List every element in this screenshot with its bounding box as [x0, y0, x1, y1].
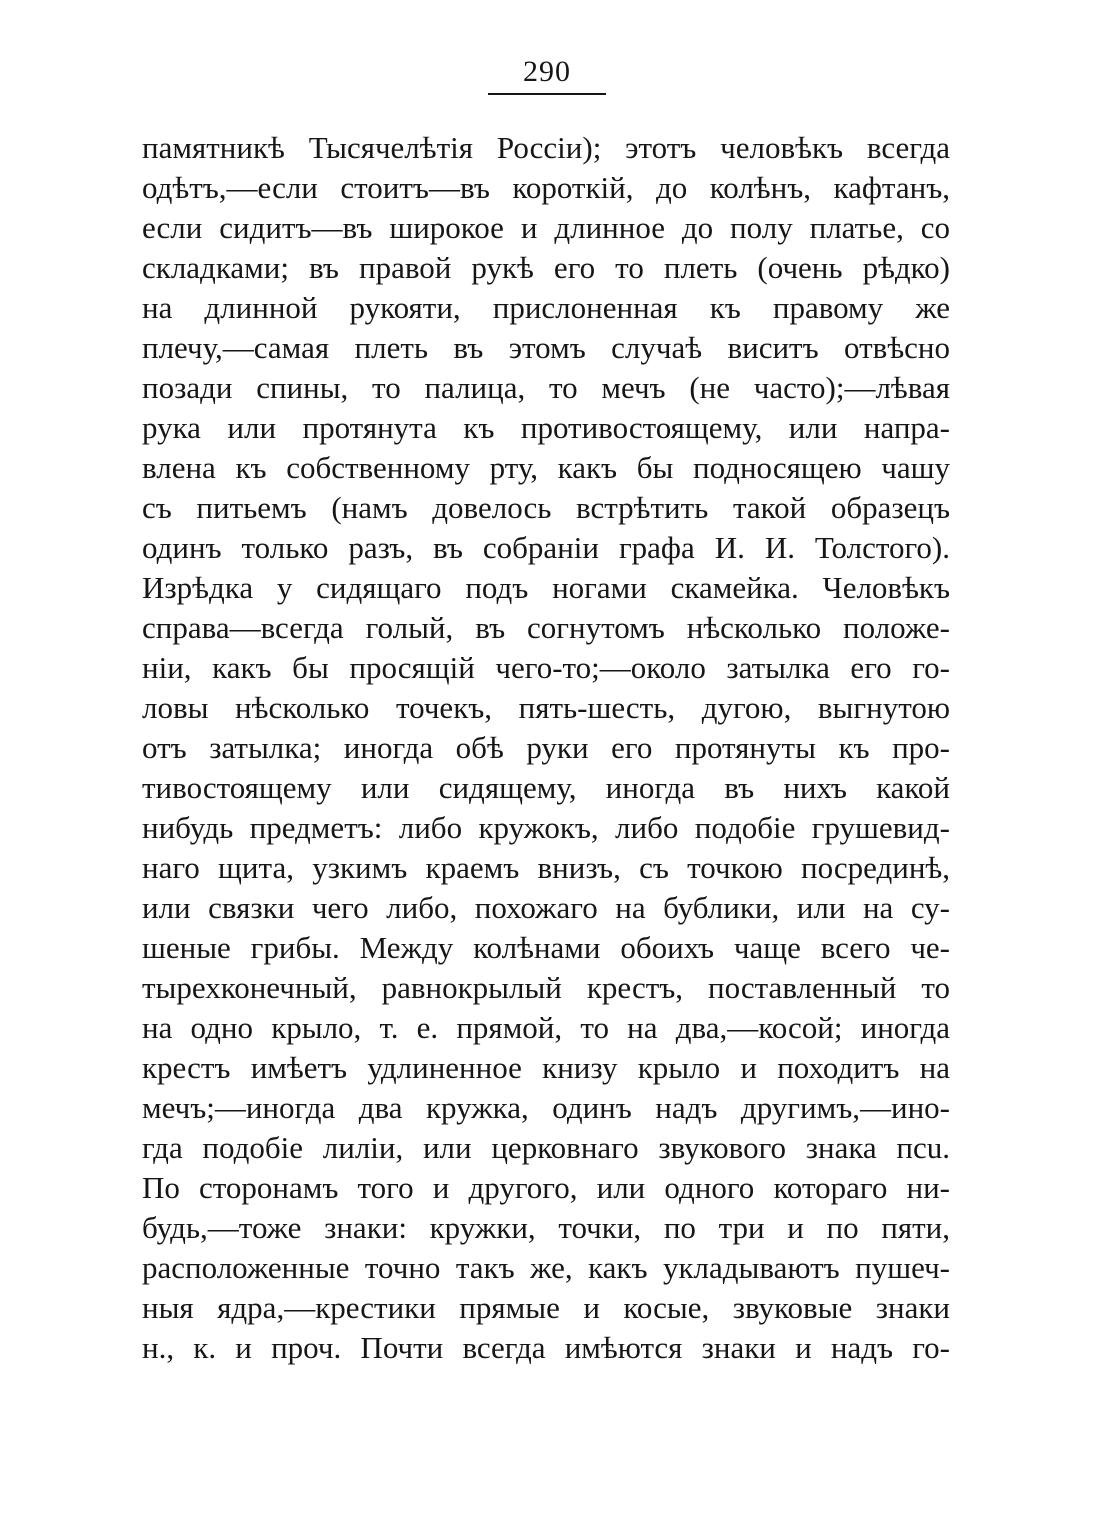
text-line: одинъ только разъ, въ собраніи графа И. И. Толстого). — [142, 530, 950, 565]
text-line: если сидитъ—въ широкое и длинное до полу платье, со — [142, 210, 950, 245]
text-line: складками; въ правой рукѣ его то плеть (очень рѣдко) — [142, 250, 950, 285]
text-line: одѣтъ,—если стоитъ—въ короткій, до колѣнъ, кафтанъ, — [142, 170, 950, 205]
text-line: позади спины, то палица, то мечъ (не часто);—лѣвая — [142, 370, 950, 405]
text-line: тырехконечный, равнокрылый крестъ, поставленный то — [142, 970, 950, 1005]
text-line: тивостоящему или сидящему, иногда въ нихъ какой — [142, 770, 950, 805]
text-line: или связки чего либо, похожаго на бублики, или на су- — [142, 890, 950, 925]
text-line: н., к. и проч. Почти всегда имѣются знаки и надъ го- — [142, 1330, 950, 1365]
text-line: По сторонамъ того и другого, или одного котораго ни- — [142, 1170, 950, 1205]
text-line: съ питьемъ (намъ довелось встрѣтить такой образецъ — [142, 490, 950, 525]
text-line: памятникѣ Тысячелѣтія Россіи); этотъ человѣкъ всегда — [142, 130, 950, 165]
text-line: будь,—тоже знаки: кружки, точки, по три и по пяти, — [142, 1210, 950, 1245]
text-line: наго щита, узкимъ краемъ внизъ, съ точкою посрединѣ, — [142, 850, 950, 885]
text-line: ніи, какъ бы просящій чего-то;—около затылка его го- — [142, 650, 950, 685]
text-line: расположенные точно такъ же, какъ укладываютъ пушеч- — [142, 1250, 950, 1285]
text-line: ловы нѣсколько точекъ, пять-шесть, дугою, выгнутою — [142, 690, 950, 725]
text-line: на одно крыло, т. е. прямой, то на два,—косой; иногда — [142, 1010, 950, 1045]
body-text — [142, 128, 950, 1368]
text-line: шеные грибы. Между колѣнами обоихъ чаще всего че- — [142, 930, 950, 965]
text-line: справа—всегда голый, въ согнутомъ нѣсколько положе- — [142, 610, 950, 645]
text-line: нибудь предметъ: либо кружокъ, либо подобіе грушевид- — [142, 810, 950, 845]
page-number: 290 — [523, 55, 571, 88]
text-line: рука или протянута къ противостоящему, или напра- — [142, 410, 950, 445]
text-line: плечу,—самая плеть въ этомъ случаѣ виситъ отвѣсно — [142, 330, 950, 365]
text-line: Изрѣдка у сидящаго подъ ногами скамейка. Человѣкъ — [142, 570, 950, 605]
text-line: на длинной рукояти, прислоненная къ правому же — [142, 290, 950, 325]
page-number-rule — [488, 93, 606, 95]
text-line: отъ затылка; иногда обѣ руки его протянуты къ про- — [142, 730, 950, 765]
text-line: мечъ;—иногда два кружка, одинъ надъ другимъ,—ино- — [142, 1090, 950, 1125]
text-line: влена къ собственному рту, какъ бы подносящею чашу — [142, 450, 950, 485]
text-line: ныя ядра,—крестики прямые и косые, звуковые знаки — [142, 1290, 950, 1325]
text-line: гда подобіе лиліи, или церковнаго звукового знака псu. — [142, 1130, 950, 1165]
text-line: крестъ имѣетъ удлиненное книзу крыло и походитъ на — [142, 1050, 950, 1085]
